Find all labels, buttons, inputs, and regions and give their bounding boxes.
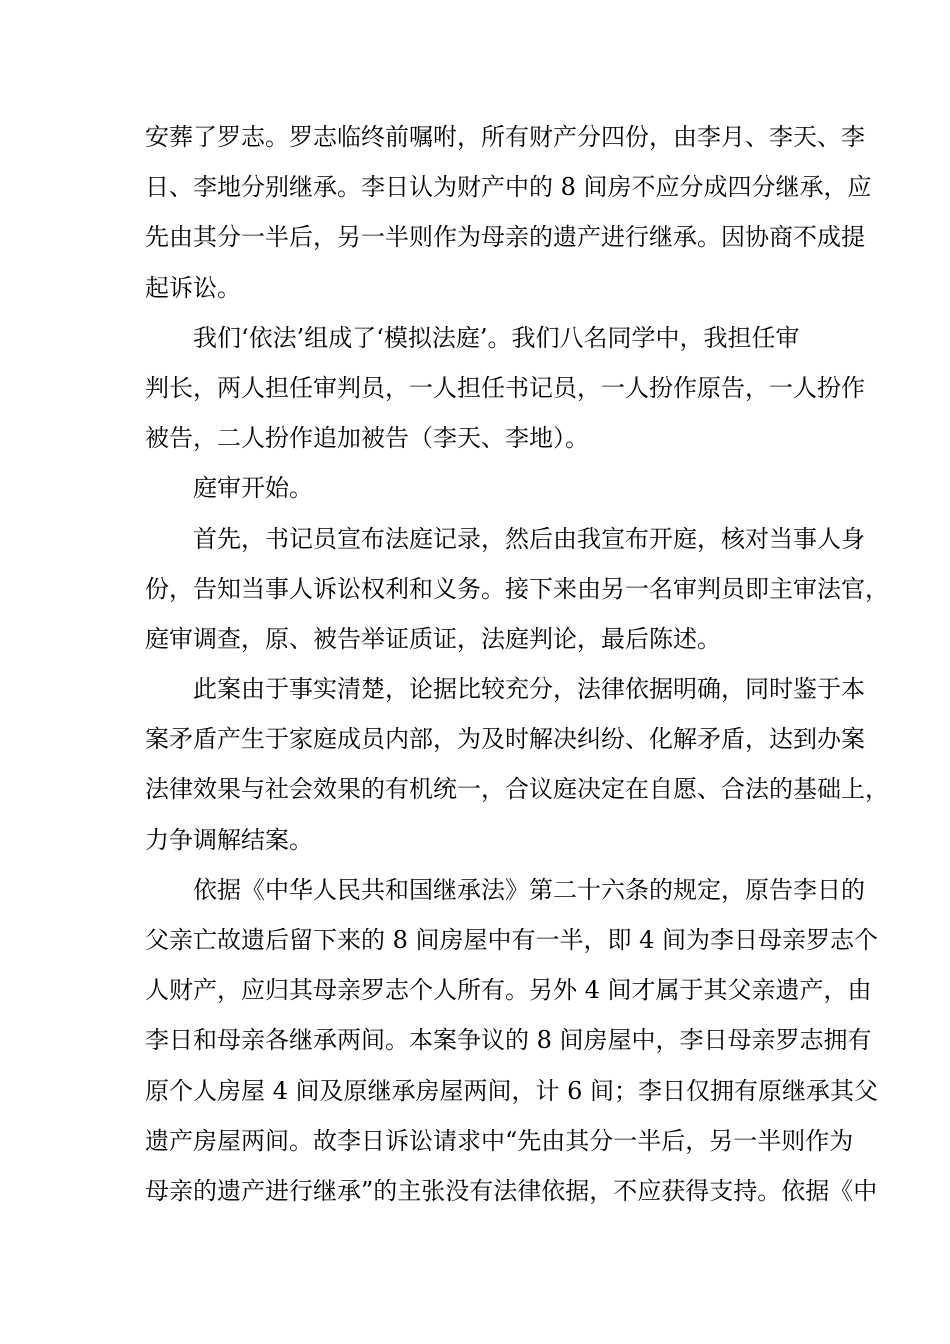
text-line: 人财产，应归其母亲罗志个人所有。另外 4 间才属于其父亲遗产，由 xyxy=(145,976,872,1005)
text-line: 法律效果与社会效果的有机统一，合议庭决定在自愿、合法的基础上， xyxy=(145,775,889,804)
text-line: 遗产房屋两间。故李日诉讼请求中“先由其分一半后，另一半则作为 xyxy=(145,1126,854,1155)
paragraph-first-line: 依据《中华人民共和国继承法》第二十六条的规定，原告李日的 xyxy=(193,875,865,904)
text-line: 原个人房屋 4 间及原继承房屋两间，计 6 间；李日仅拥有原继承其父 xyxy=(145,1076,879,1105)
text-line: 案矛盾产生于家庭成员内部，为及时解决纠纷、化解矛盾，达到办案 xyxy=(145,725,865,754)
text-line: 份，告知当事人诉讼权利和义务。接下来由另一名审判员即主审法官， xyxy=(145,574,889,603)
text-line: 先由其分一半后，另一半则作为母亲的遗产进行继承。因协商不成提 xyxy=(145,223,865,252)
text-line: 起诉讼。 xyxy=(145,273,241,302)
text-line: 母亲的遗产进行继承”的主张没有法律依据，不应获得支持。依据《中 xyxy=(145,1176,878,1205)
text-line: 庭审调查，原、被告举证质证，法庭判论，最后陈述。 xyxy=(145,624,721,653)
text-line: 判长，两人担任审判员，一人担任书记员，一人扮作原告，一人扮作 xyxy=(145,373,865,402)
text-line: 父亲亡故遗后留下来的 8 间房屋中有一半，即 4 间为李日母亲罗志个 xyxy=(145,926,879,954)
text-line: 日、李地分别继承。李日认为财产中的 8 间房不应分成四分继承，应 xyxy=(145,173,872,202)
text-line: 安葬了罗志。罗志临终前嘱咐，所有财产分四份，由李月、李天、李 xyxy=(145,123,865,151)
text-line: 李日和母亲各继承两间。本案争议的 8 间房屋中，李日母亲罗志拥有 xyxy=(145,1026,872,1055)
text-line: 力争调解结案。 xyxy=(145,825,313,854)
paragraph-first-line: 庭审开始。 xyxy=(193,474,313,503)
text-line: 被告，二人扮作追加被告（李天、李地）。 xyxy=(145,424,589,453)
paragraph-first-line: 首先，书记员宣布法庭记录，然后由我宣布开庭，核对当事人身 xyxy=(193,524,865,553)
paragraph-first-line: 我们‘依法’组成了‘模拟法庭’。我们八名同学中，我担任审 xyxy=(193,323,800,352)
document-body xyxy=(145,112,889,1216)
paragraph-first-line: 此案由于事实清楚，论据比较充分，法律依据明确，同时鉴于本 xyxy=(193,675,865,704)
